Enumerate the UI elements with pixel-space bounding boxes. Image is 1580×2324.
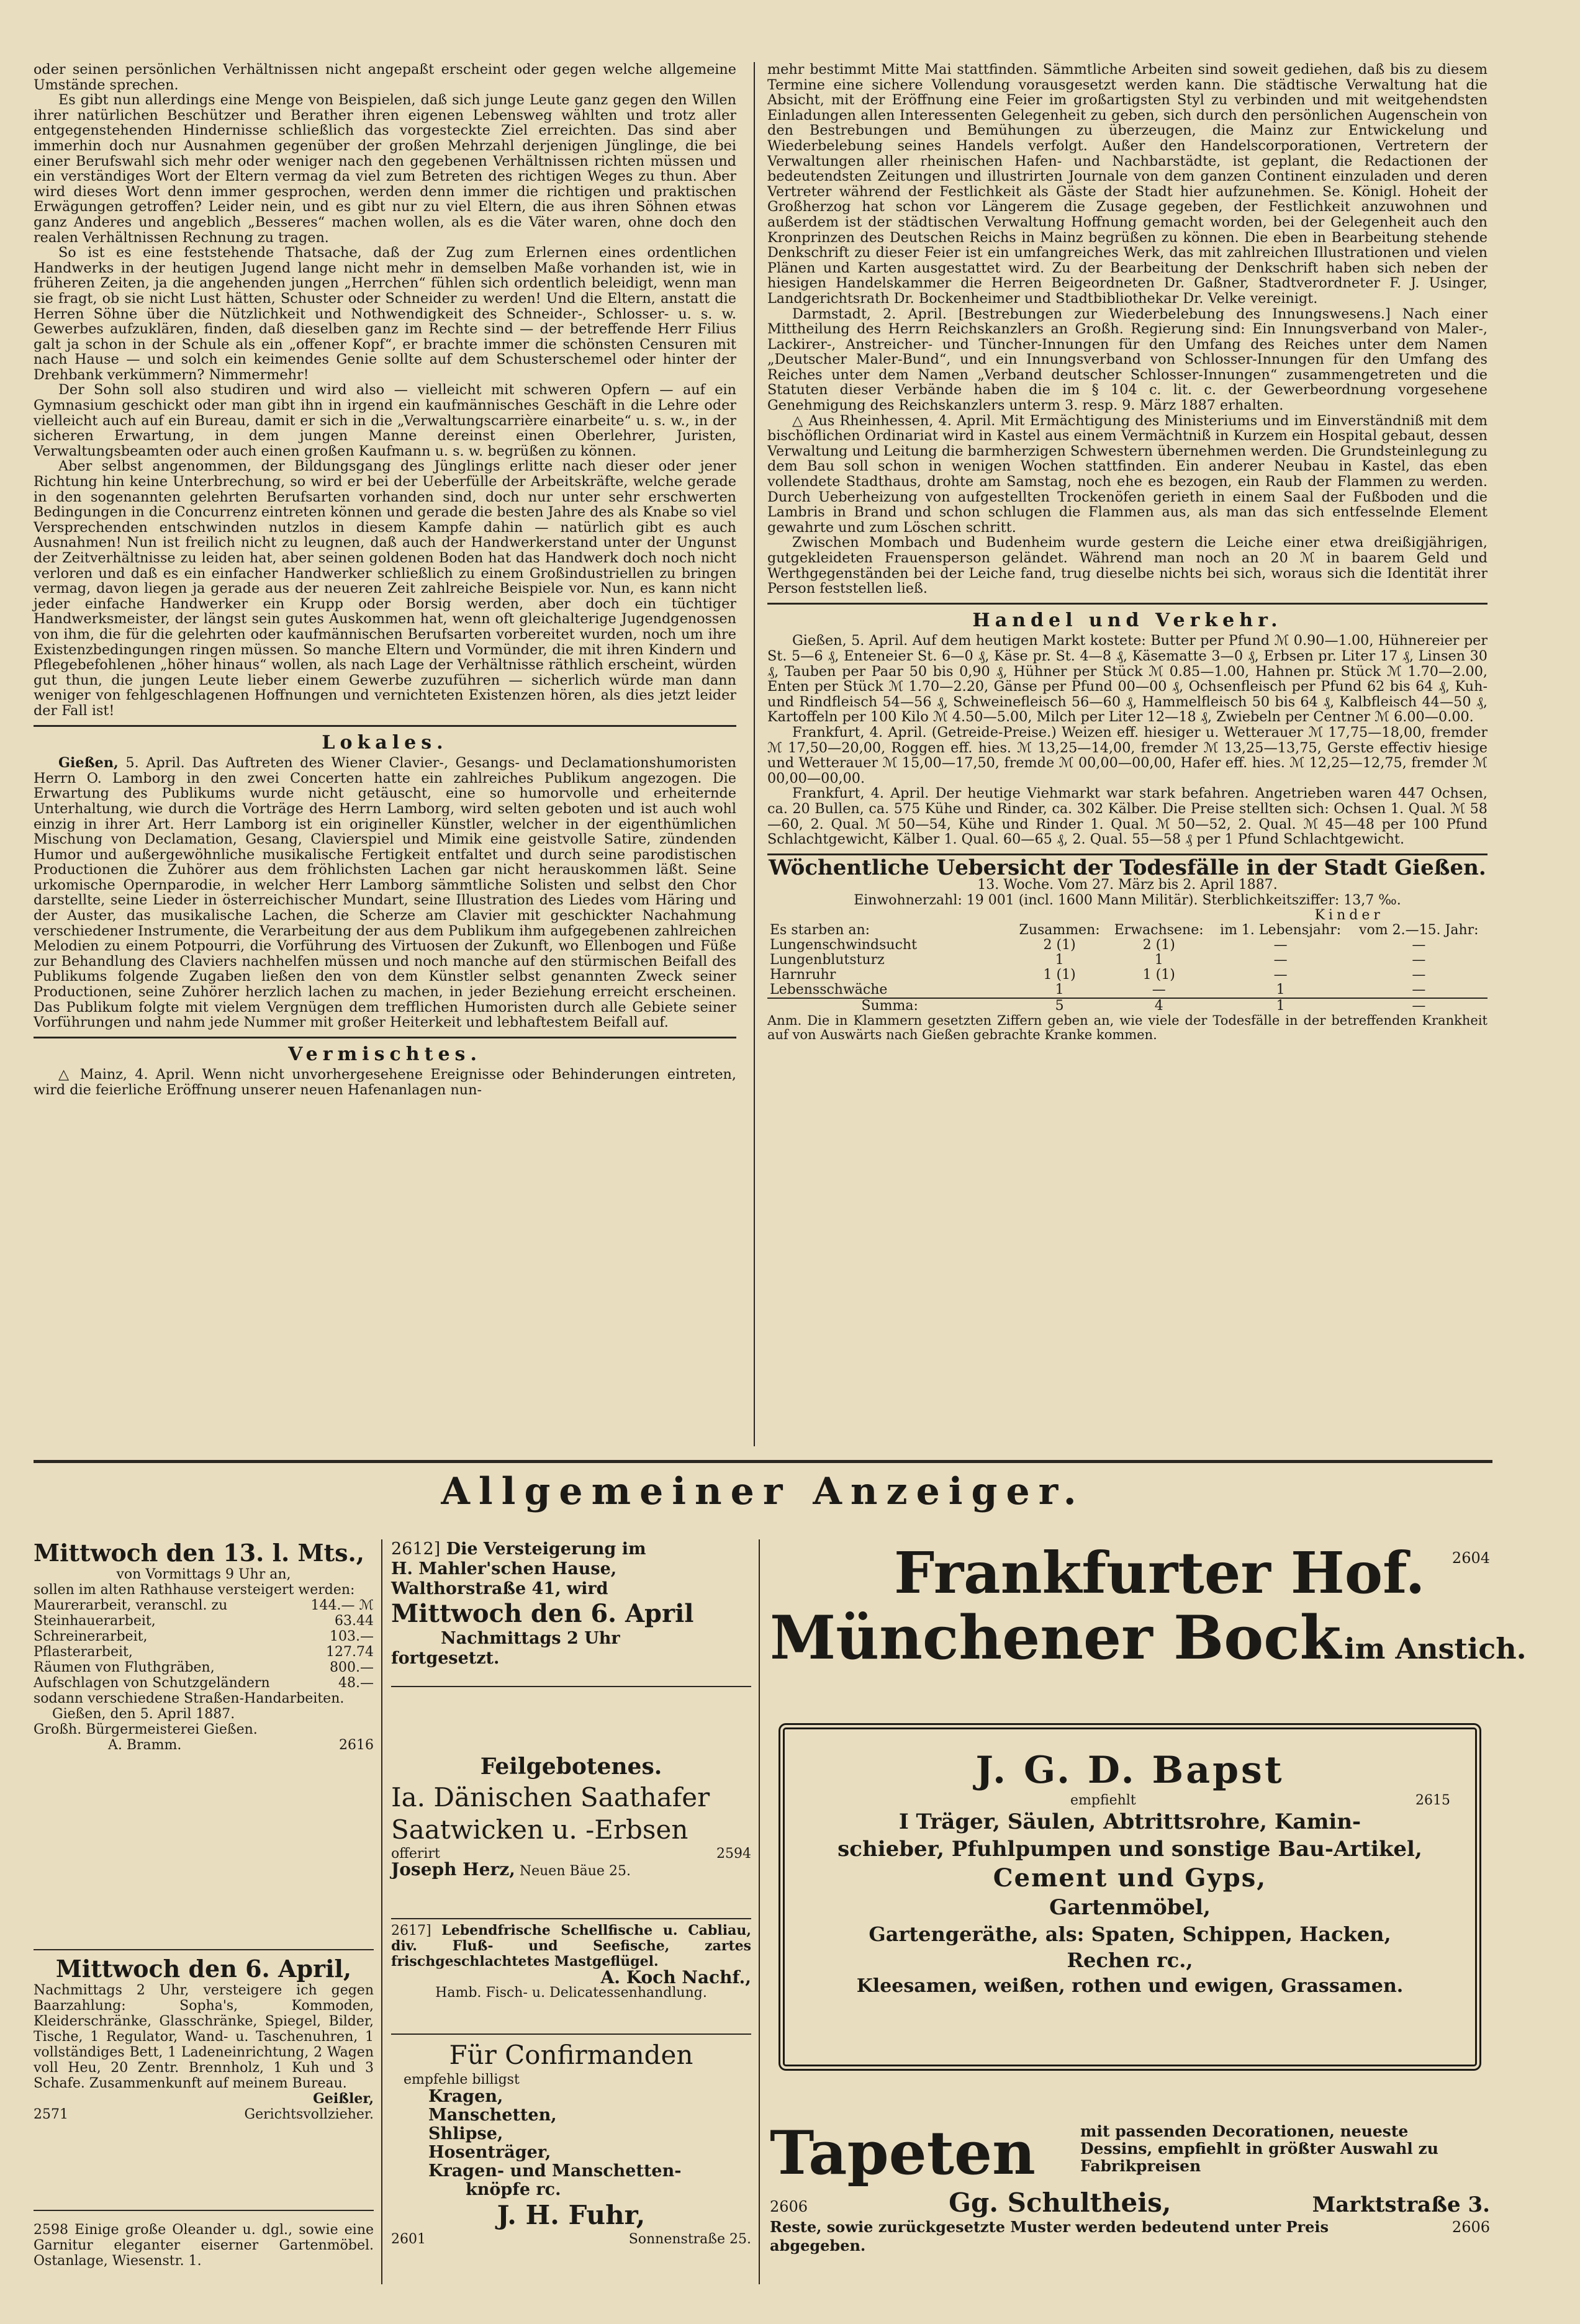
handel-paragraph: Frankfurt, 4. April. Der heutige Viehmarkt war stark befahren. Angetrieben waren 447 Ochsen, ca. 20 Bullen, ca. 575 Kühe und Rinder, ca. 302 Kälber. Die Preise stellten sich: Ochsen 1. Qual. ℳ 58—60, 2. Qual. ℳ 50—54, Kühe und Rinder 1. Qual. ℳ 50—52, 2. Qual. ℳ 45—48 per 100 Pfund Schlachtgewicht, Kälber 1. Qual. 60—65 ₰, 2. Qual. 55—58 ₰ per 1 Pfund Schlachtgewicht. bbox=[767, 785, 1487, 848]
table-row bbox=[767, 983, 1487, 998]
ad-number: 2571 bbox=[34, 2107, 68, 2122]
lokales-text: 5. April. Das Auftreten des Wiener Clavier-, Gesangs- und Declamationshumoristen Herrn O. Lamborg in den zwei Concerten hatte ein zahlreiches Publikum angezogen. Die Erwartung des Publikums wurde nicht getäuscht, eine so humorvolle und erheiternde Unterhaltung, wie durch die Vorträge des Herrn Lamborg, wird selten geboten und ist auch wohl einzig in ihrer Art. Herr Lamborg ist ein origineller Künstler, welcher in der eigenthümlichen Mischung von Declamation, Gesang, Clavierspiel und Mimik eine geistvolle Satire, zündenden Humor und außergewöhnliche musikalische Fertigkeit entfaltet und durch seine parodistischen Productionen die Zuhörer aus dem fröhlichsten Lachen gar nicht herauskommen läßt. Seine urkomische Opernparodie, in welcher Herr Lamborg sämmtliche Solisten und selbst den Chor darstellte, seine Lieder in österreichischer Mundart, seine Illustration des Liedes vom Häring und der Auster, das musikalische Lachen, die Scherze am Clavier mit geschickter Nachahmung verschiedener Instrumente, die Verarbeitung der aus dem Publikum ihm aufgegebenen zahlreichen Melodien zu einem Potpourri, die Vorführung des Virtuosen der Zukunft, wo Ellenbogen und Füße zur Behandlung des Claviers nachhelfen müssen und noch manche auf den stürmischen Beifall des Publikums folgende Zugaben ließen den von dem Künstler selbst genannten Zweck seiner Productionen, seine Zuhörer herzlich lachen zu machen, in jeder Beziehung erreicht erscheinen. Das Publikum folgte mit vielem Vergnügen dem trefflichen Humoristen durch alle Gebiete seiner Vorführungen und nahm jede Nummer mit großer Heiterkeit und lebhaftestem Beifall auf. bbox=[34, 755, 736, 1031]
table-row bbox=[767, 938, 1487, 953]
ad-seller-line bbox=[391, 1859, 751, 1880]
ad-title: Für Confirmanden bbox=[449, 2040, 693, 2070]
ad-header-line bbox=[770, 1539, 1490, 1606]
ad-seller: J. H. Fuhr, bbox=[497, 2200, 646, 2230]
ad-number: 2606 bbox=[1451, 2218, 1490, 2236]
ad-text: Nachmittags 2 Uhr, versteigere ich gegen Baarzahlung: Sopha's, Kommoden, Kleiderschränke, Glasschränke, Spiegel, Bilder, Tische, 1 Regulator, Wand- u. Taschenuhren, 1 vollständiges Bett, 1 Ladeneinrichtung, 2 Wagen voll Heu, 20 Zentr. Brennholz, 1 Kuh und 3 Schafe. Zusammenkunft auf meinem Bureau. bbox=[34, 1983, 374, 2091]
left-paragraph: oder seinen persönlichen Verhältnissen nicht angepaßt erscheint oder gegen welche allgemeine Umstände sprechen. bbox=[34, 61, 736, 93]
stat-infant: — bbox=[1273, 952, 1288, 968]
ad-line: Gartenmöbel, bbox=[1049, 1895, 1211, 1920]
ad-line: fortgesetzt. bbox=[391, 1649, 500, 1668]
ad-line: Mittwoch den 6. April bbox=[391, 1599, 694, 1628]
right-paragraph: mehr bestimmt Mitte Mai stattfinden. Sämmtliche Arbeiten sind soweit gediehen, daß bis zu diesem Termine eine sichere Vollendung vorausgesetzt werden kann. Die städtische Verwaltung hat die Absicht, mit der Eröffnung eine Feier im großartigsten Styl zu verbinden und mit weitgehendsten Einladungen allen Interessenten Gelegenheit zu geben, sich durch den persönlichen Augenschein von den Bestrebungen und Bemühungen zu überzeugen, die Mainz zur Entwickelung und Wiederbelebung seines Handels verfolgt. Außer den Handelscorporationen, Vertretern der Verwaltungen aller rheinischen Hafen- und Nachbarstädte, ist geplant, die Redactionen der bedeutendsten Zeitungen und illustrirten Journale von dem ganzen Continent einzuladen und deren Vertreter während der Festlichkeit als Gäste der Stadt hier aufzunehmen. Se. Königl. Hoheit der Großherzog hat schon vor Längerem die Zusage gegeben, der Festlichkeit anzuwohnen und außerdem ist der städtischen Verwaltung Hoffnung gemacht worden, bei der Gelegenheit auch den Kronprinzen des Deutschen Reichs in Mainz begrüßen zu können. Die eben in Bearbeitung stehende Denkschrift zu dieser Feier ist ein umfangreiches Werk, das mit zahlreichen Illustrationen und vielen Plänen und Karten ausgestattet wird. Zu der Bearbeitung der Denkschrift haben sich neben der hiesigen Handelskammer die Herren Beigeordneten Dr. Gaßner, Stadtverordneter F. J. Usinger, Landgerichtsrath Dr. Bockenheimer und Stadtbibliothekar Dr. Velke vereinigt. bbox=[767, 61, 1487, 307]
ad-number: 2598 bbox=[34, 2222, 68, 2238]
section-divider bbox=[34, 1037, 736, 1038]
ad-item: Hosenträger, bbox=[428, 2143, 551, 2162]
ad-title: Mittwoch den 13. l. Mts., bbox=[34, 1539, 364, 1567]
left-paragraph: Es gibt nun allerdings eine Menge von Beispielen, daß sich junge Leute ganz gegen den Willen ihrer natürlichen Beschützer und Berather ihren eigenen Lebensweg wählten und trotz aller entgegenstehenden Hindernisse schließlich das vorgesteckte Ziel erreichten. Das sind aber immerhin doch nur Ausnahmen gegenüber der großen Mehrzahl derjenigen Jünglinge, die bei einer Berufswahl sich mehr oder weniger nach den gegebenen Verhältnissen richten müssen und ein verständiges Wort der Eltern vermag da viel zum Betreten des richtigen Weges zu thun. Aber wird dieses Wort denn immer gesprochen, werden denn immer die richtigen und praktischen Erwägungen getroffen? Leider nein, und es gibt nur zu viel Eltern, die aus ihren Söhnen etwas ganz Anderes und angeblich „Besseres“ machen wollen, als es die Väter waren, ohne doch den realen Verhältnissen Rechnung zu tragen. bbox=[34, 92, 736, 246]
ad-bapst bbox=[779, 1723, 1481, 2071]
anzeiger-heading: Allgemeiner Anzeiger. bbox=[441, 1470, 1085, 1513]
ad-number: 2601 bbox=[391, 2232, 426, 2247]
ad-title: Feilgebotenes. bbox=[480, 1754, 662, 1780]
ad-line: Rechen rc., bbox=[1067, 1948, 1193, 1972]
ad-line: sollen im alten Rathhause versteigert werden: bbox=[34, 1582, 355, 1598]
right-paragraph: Darmstadt, 2. April. [Bestrebungen zur Wiederbelebung des Innungswesens.] Nach einer Mittheilung des Herrn Reichskanzlers an Großh. Regierung sind: Ein Innungsverband von Maler-, Lackirer-, Anstreicher- und Tüncher-Innungen für den Umfang des Reiches unter dem Namen „Deutscher Maler-Bund“, und ein Innungsverband von Schlosser-Innungen für den Umfang des Reiches unter dem Namen „Verband deutscher Schlosser-Innungen“ zusammengetreten und die Statuten dieser Verbände haben die im § 104 c. lit. c. der Gewerbeordnung vorgesehene Genehmigung des Reichskanzlers unterm 3. resp. 9. März 1887 erhalten. bbox=[767, 305, 1487, 414]
ad-oleander bbox=[34, 2222, 374, 2269]
ad-divider bbox=[391, 2034, 751, 2035]
vermischtes-heading: Vermischtes. bbox=[288, 1043, 482, 1065]
ad-signature bbox=[34, 1737, 374, 1753]
death-stats-title: Wöchentliche Uebersicht der Todesfälle in der Stadt Gießen. bbox=[769, 855, 1486, 880]
ad-divider bbox=[34, 2210, 374, 2211]
stat-head-infant: im 1. Lebensjahr: bbox=[1220, 922, 1342, 939]
section-divider bbox=[767, 853, 1487, 855]
ad-seller: A. Koch Nachf., bbox=[600, 1967, 751, 1988]
handel-heading: Handel und Verkehr. bbox=[972, 609, 1283, 631]
ad-line: sodann verschiedene Straßen-Handarbeiten. bbox=[34, 1691, 345, 1706]
left-paragraph: Der Sohn soll also studiren und wird also — vielleicht mit schweren Opfern — auf ein Gymnasium geschickt oder man gibt ihn in irgend ein kaufmännisches Geschäft in die Lehre oder vielleicht auch auf ein Bureau, damit er sich in die „Verwaltungscarrière einarbeite“ u. s. w., in der sicheren Erwartung, in dem jungen Manne dereinst einen Oberlehrer, Juristen, Verwaltungsbeamten oder auch einen großen Kaufmann u. s. w. begrüßen zu können. bbox=[34, 382, 736, 459]
ad-line: H. Mahler'schen Hause, bbox=[391, 1559, 617, 1579]
stat-head-child: vom 2.—15. Jahr: bbox=[1359, 922, 1479, 939]
section-divider bbox=[767, 603, 1487, 605]
ad-subtitle: empfiehlt bbox=[1070, 1793, 1136, 1808]
stat-total: 1 bbox=[1055, 982, 1064, 998]
ad-line: I Träger, Säulen, Abtrittsrohre, Kamin- bbox=[898, 1809, 1361, 1834]
lokales-heading: Lokales. bbox=[322, 731, 448, 754]
stat-child: — bbox=[1412, 937, 1426, 953]
section-divider bbox=[34, 725, 736, 727]
ad-address: Marktstraße 3. bbox=[1312, 2192, 1490, 2217]
item-value: 63.44 bbox=[335, 1613, 374, 1629]
ad-footer bbox=[770, 2218, 1490, 2255]
stat-head-total: Zusammen: bbox=[1019, 922, 1100, 939]
stat-infant: — bbox=[1273, 937, 1288, 953]
ad-number: 2616 bbox=[339, 1737, 374, 1753]
item-label: Schreinerarbeit, bbox=[34, 1629, 148, 1644]
stat-sum-child: — bbox=[1412, 998, 1426, 1014]
ad-divider bbox=[391, 1918, 751, 1919]
item-value: 127.74 bbox=[326, 1644, 374, 1660]
stat-sum-total: 5 bbox=[1055, 998, 1064, 1014]
ad-text: mit passenden Decorationen, neueste Dessins, empfiehlt in größter Auswahl zu Fabrikpreisen bbox=[1080, 2122, 1438, 2175]
ad-line bbox=[391, 1539, 751, 1559]
lokales-article bbox=[34, 755, 736, 1030]
ad-item: Kragen, bbox=[428, 2087, 503, 2106]
item-label: Maurerarbeit, veranschl. zu bbox=[34, 1598, 228, 1613]
ad-line: Reste, sowie zurückgesetzte Muster werden bedeutend unter Preis abgegeben. bbox=[770, 2218, 1329, 2254]
ad-item: Manschetten, bbox=[428, 2106, 557, 2125]
ad-line: Cement und Gyps, bbox=[993, 1863, 1267, 1893]
right-column bbox=[767, 62, 1487, 1042]
ad-role: Gerichtsvollzieher. bbox=[244, 2107, 374, 2122]
stat-child: — bbox=[1412, 982, 1426, 998]
ad-date: Gießen, den 5. April 1887. bbox=[52, 1706, 235, 1722]
ad-frankfurter-hof bbox=[770, 1539, 1527, 1673]
stat-child: — bbox=[1412, 952, 1426, 968]
ad-divider bbox=[34, 1949, 374, 1950]
lokales-lead: Gießen, bbox=[58, 755, 119, 772]
ad-line: Saatwicken u. -Erbsen bbox=[391, 1814, 688, 1845]
stat-cause: Lungenblutsturz bbox=[770, 952, 885, 968]
stat-head-kinder: Kinder bbox=[1314, 908, 1384, 924]
item-value: 48.— bbox=[338, 1675, 374, 1691]
table-row bbox=[767, 953, 1487, 968]
ad-line-text: offerirt bbox=[391, 1846, 440, 1862]
ad-signature bbox=[34, 2107, 374, 2122]
item-value: 144.— ℳ bbox=[310, 1598, 374, 1613]
stat-head-cause: Es starben an: bbox=[770, 922, 870, 939]
ad-firm-line bbox=[770, 2187, 1490, 2218]
ad-auction-furniture bbox=[34, 1955, 374, 2122]
vermischtes-text: △ Mainz, 4. April. Wenn nicht unvorhergesehene Ereignisse oder Behinderungen eintreten, wird die feierliche Eröffnung unserer neuen Hafenanlagen nun- bbox=[34, 1066, 736, 1098]
ad-tapeten bbox=[770, 2119, 1490, 2255]
ad-item: Kragen- und Manschetten- bbox=[428, 2161, 682, 2181]
ad-line: von Vormittags 9 Uhr an, bbox=[116, 1567, 291, 1582]
item-value: 103.— bbox=[330, 1629, 374, 1644]
stat-head-adult: Erwachsene: bbox=[1114, 922, 1204, 939]
ad-seed-oats bbox=[391, 1752, 751, 1879]
right-paragraph: △ Aus Rheinhessen, 4. April. Mit Ermächtigung des Ministeriums und im Einverständniß mit dem bischöflichen Ordinariat wird in Kastel aus einem Vermächtniß in Kurzem ein Hospital gebaut, dessen Verwaltung und Leitung die barmherzigen Schwestern übernehmen werden. Die Grundsteinlegung zu dem Bau soll schon in wenigen Wochen stattfinden. Ein anderer Neubau in Kastel, das eben vollendete Stadthaus, drohte am Samstag, noch ehe es bezogen, ein Raub der Flammen zu werden. Durch Ueberheizung von aufgestellten Trockenöfen gerieth in einem Saal der Fußboden und die Lambris in Brand und schon schlugen die Flammen aus, als man das sich entfesselnde Element gewahrte und zum Löschen schritt. bbox=[767, 412, 1487, 536]
item-label: Pflasterarbeit, bbox=[34, 1644, 133, 1660]
ad-item bbox=[34, 1675, 374, 1691]
ad-auction-works bbox=[34, 1539, 374, 1753]
stat-sum-adult: 4 bbox=[1154, 998, 1163, 1014]
stat-cause: Lungenschwindsucht bbox=[770, 937, 917, 953]
death-stats-info: Einwohnerzahl: 19 001 (incl. 1600 Mann Militär). Sterblichkeitsziffer: 13,7 ‰. bbox=[854, 892, 1401, 908]
ad-number: 2612] bbox=[391, 1539, 441, 1559]
ad-column-rule bbox=[381, 1539, 382, 2284]
item-value: 800.— bbox=[330, 1660, 374, 1675]
ad-item: knöpfe rc. bbox=[466, 2180, 561, 2199]
ad-title: Mittwoch den 6. April, bbox=[55, 1955, 352, 1983]
ad-line: schieber, Pfuhlpumpen und sonstige Bau-Artikel, bbox=[837, 1837, 1422, 1862]
ad-confirmands bbox=[391, 2038, 751, 2247]
death-stats-table bbox=[767, 908, 1487, 1014]
stat-adult: — bbox=[1152, 982, 1166, 998]
ad-fish bbox=[391, 1923, 751, 2001]
stat-total: 2 (1) bbox=[1043, 937, 1076, 953]
ad-address: Sonnenstraße 25. bbox=[628, 2232, 751, 2247]
ad-footer bbox=[391, 2232, 751, 2247]
right-paragraph: Zwischen Mombach und Budenheim wurde gestern die Leiche einer etwa dreißigjährigen, gutgekleideten Frauensperson geländet. Während man noch an 20 ℳ in baarem Geld und Werthgegenständen bei der Leiche fand, trug dieselbe nichts bei sich, woraus sich die Identität ihrer Person feststellen ließ. bbox=[767, 534, 1487, 597]
ad-line-text: Die Versteigerung im bbox=[446, 1539, 646, 1559]
stat-adult: 2 (1) bbox=[1142, 937, 1175, 953]
ad-number: 2606 bbox=[770, 2198, 808, 2215]
stat-adult: 1 (1) bbox=[1142, 967, 1175, 983]
table-row bbox=[767, 968, 1487, 983]
ad-address: Neuen Bäue 25. bbox=[519, 1863, 631, 1879]
death-stats-week: 13. Woche. Vom 27. März bis 2. April 1887. bbox=[977, 877, 1278, 893]
ad-line: Nachmittags 2 Uhr bbox=[441, 1629, 620, 1648]
stat-adult: 1 bbox=[1154, 952, 1163, 968]
ad-sub-line bbox=[785, 1793, 1475, 1808]
left-column bbox=[34, 62, 736, 1098]
ad-item bbox=[34, 1613, 374, 1629]
ad-line: Walthorstraße 41, wird bbox=[391, 1579, 608, 1598]
ad-item bbox=[34, 1629, 374, 1644]
stat-total: 1 bbox=[1055, 952, 1064, 968]
ad-number: 2594 bbox=[716, 1846, 751, 1862]
ad-firm: J. G. D. Bapst bbox=[975, 1749, 1284, 1792]
item-label: Räumen von Fluthgräben, bbox=[34, 1660, 215, 1675]
ad-line: Gartengeräthe, als: Spaten, Schippen, Hacken, bbox=[869, 1922, 1391, 1946]
ad-product-note: im Anstich. bbox=[1344, 1632, 1527, 1665]
handel-paragraph: Frankfurt, 4. April. (Getreide-Preise.) Weizen eff. hiesiger u. Wetterauer ℳ 17,75—18,00, fremder ℳ 17,50—20,00, Roggen eff. hies. ℳ 13,25—14,00, fremder ℳ 13,25—13,75, Gerste effectiv hiesige und Wetterauer ℳ 15,00—17,50, fremde ℳ 00,00—00,00, Hafer eff. hies. ℳ 12,25—12,75, fremder ℳ 00,00—00,00. bbox=[767, 724, 1487, 786]
ad-number: 2617] bbox=[391, 1923, 431, 1939]
table-sum-row bbox=[767, 998, 1487, 1014]
ad-number: 2604 bbox=[1451, 1549, 1490, 1567]
stat-sum-infant: 1 bbox=[1276, 998, 1285, 1014]
ad-line: Kleesamen, weißen, rothen und ewigen, Grassamen. bbox=[856, 1975, 1404, 1997]
stat-cause: Lebensschwäche bbox=[770, 982, 888, 998]
ad-auction-continued bbox=[391, 1539, 751, 1669]
ad-firm: Gg. Schultheis, bbox=[949, 2187, 1171, 2218]
ad-signer: A. Bramm. bbox=[108, 1737, 182, 1753]
ad-title: Frankfurter Hof. bbox=[894, 1539, 1425, 1606]
stat-infant: 1 bbox=[1276, 982, 1285, 998]
ad-column-rule bbox=[759, 1539, 760, 2284]
ad-signer: Geißler, bbox=[313, 2091, 374, 2107]
ad-text: Lebendfrische Schellfische u. Cabliau, div. Fluß- und Seefische, zartes frischgeschlachtetes Mastgeflügel. bbox=[391, 1922, 751, 1970]
ad-shop: Hamb. Fisch- u. Delicatessenhandlung. bbox=[435, 1985, 707, 2001]
ad-product: Tapeten bbox=[770, 2118, 1036, 2188]
stat-cause: Harnruhr bbox=[770, 967, 836, 983]
left-paragraph: Aber selbst angenommen, der Bildungsgang des Jünglings erlitte nach dieser oder jener Richtung hin keine Unterbrechung, so wird er bei der Ueberfülle der Arbeitskräfte, welche gerade in den sogenannten gelehrten Berufsarten vorhanden sind, doch nur unter sehr erschwerten Bedingungen in die Concurrenz eintreten können und gerade die besten Jahre des als Knabe so viel Versprechenden entschwinden nutzlos in diesem Kampfe dahin — natürlich gibt es auch Ausnahmen! Nun ist freilich nicht zu leugnen, daß auch der Handwerkerstand unter der Ungunst der Zeitverhältnisse zu leiden hat, aber seinen goldenen Boden hat das Handwerk doch noch nicht verloren und daß es ein einfacher Handwerker schließlich zu einem Großindustriellen zu bringen vermag, davon liegen ja gerade aus der neueren Zeit zahlreiche Beispiele vor. Nun, es kann nicht jeder einfache Handwerker ein Krupp oder Borsig werden, aber doch ein tüchtiger Handwerksmeister, der längst sein gutes Auskommen hat, wenn oft gleichalterige Jugendgenossen von ihm, die für die gelehrten oder kaufmännischen Berufsarten vorbereitet wurden, noch um ihre Existenzbedingungen ringen müssen. So manche Eltern und Vormünder, die mit ihren Kindern und Pflegebefohlenen „höher hinaus“ wollen, als nach Lage der Verhältnisse räthlich erscheint, würden gut thun, die jungen Leute lieber einem Gewerbe zuzuführen — sicherlich würde man dann weniger von fehlgeschlagenen Hoffnungen und vernichteten Existenzen hören, als dies jetzt leider der Fall ist! bbox=[34, 458, 736, 719]
ad-product: Münchener Bock bbox=[770, 1603, 1342, 1673]
ad-line: Ia. Dänischen Saathafer bbox=[391, 1782, 710, 1813]
item-label: Aufschlagen von Schutzgeländern bbox=[34, 1675, 270, 1691]
stat-child: — bbox=[1412, 967, 1426, 983]
ad-item bbox=[34, 1598, 374, 1613]
death-stats-note: Anm. Die in Klammern gesetzten Ziffern geben an, wie viele der Todesfälle in der betreffenden Krankheit auf von Auswärts nach Gießen gebrachte Kranke kommen. bbox=[767, 1013, 1487, 1043]
ad-line bbox=[770, 1603, 1527, 1673]
stat-total: 1 (1) bbox=[1043, 967, 1076, 983]
ad-seller: Joseph Herz, bbox=[391, 1859, 515, 1880]
ad-text: Einige große Oleander u. dgl., sowie eine Garnitur eleganter eiserner Gartenmöbel. Ostanlage, Wiesenstr. 1. bbox=[34, 2222, 374, 2269]
left-paragraph: So ist es eine feststehende Thatsache, daß der Zug zum Erlernen eines ordentlichen Handwerks in der heutigen Jugend lange nicht mehr in demselben Maße vorhanden ist, wie in früheren Zeiten, ja die angehenden jungen „Herrchen“ fühlen sich ordentlich beleidigt, wenn man sie fragt, ob sie nicht Lust hätten, Schuster oder Schneider zu werden! Und die Eltern, anstatt die Herren Söhne über die Nützlichkeit und Nothwendigkeit des Schneider-, Schlosser- u. s. w. Gewerbes aufzuklären, finden, daß dieselben ganz im Rechte sind — der betreffende Herr Filius galt ja schon in der Schule als ein „offener Kopf“, er brachte immer die schönsten Censuren mit nach Hause — und solch ein keimendes Genie sollte auf dem Schusterschemel oder hinter der Drehbank verkümmern? Nimmermehr! bbox=[34, 245, 736, 383]
anzeiger-rule bbox=[34, 1460, 1492, 1463]
ad-item bbox=[34, 1644, 374, 1660]
stat-infant: — bbox=[1273, 967, 1288, 983]
ad-subtitle: empfehle billigst bbox=[404, 2072, 520, 2088]
ad-text-line bbox=[391, 1923, 751, 1970]
ad-item: Shlipse, bbox=[428, 2124, 503, 2143]
column-rule bbox=[754, 62, 755, 1446]
ad-authority: Großh. Bürgermeisterei Gießen. bbox=[34, 1722, 258, 1737]
ad-divider bbox=[391, 1686, 751, 1687]
stat-sum-label: Summa: bbox=[861, 998, 918, 1014]
ad-header-line bbox=[770, 2119, 1490, 2187]
ad-item bbox=[34, 1660, 374, 1675]
ad-number: 2615 bbox=[1415, 1793, 1450, 1808]
handel-paragraph: Gießen, 5. April. Auf dem heutigen Markt kostete: Butter per Pfund ℳ 0.90—1.00, Hühnereier per St. 5—6 ₰, Enteneier St. 6—0 ₰, Käse pr. St. 4—8 ₰, Käsematte 3—0 ₰, Erbsen pr. Liter 17 ₰, Linsen 30 ₰, Tauben per Paar 50 bis 0,90 ₰, Hühner per Stück ℳ 0.85—1.00, Hahnen pr. Stück ℳ 1.70—2.00, Enten per Stück ℳ 1.70—2.20, Gänse per Pfund 00—00 ₰, Ochsenfleisch per Pfund 62 bis 64 ₰, Kuh- und Rindfleisch 54—56 ₰, Schweinefleisch 56—60 ₰, Hammelfleisch 50 bis 64 ₰, Kalbfleisch 44—50 ₰, Kartoffeln per 100 Kilo ℳ 4.50—5.00, Milch per Liter 12—18 ₰, Zwiebeln per Centner ℳ 6.00—0.00. bbox=[767, 633, 1487, 726]
item-label: Steinhauerarbeit, bbox=[34, 1613, 156, 1629]
